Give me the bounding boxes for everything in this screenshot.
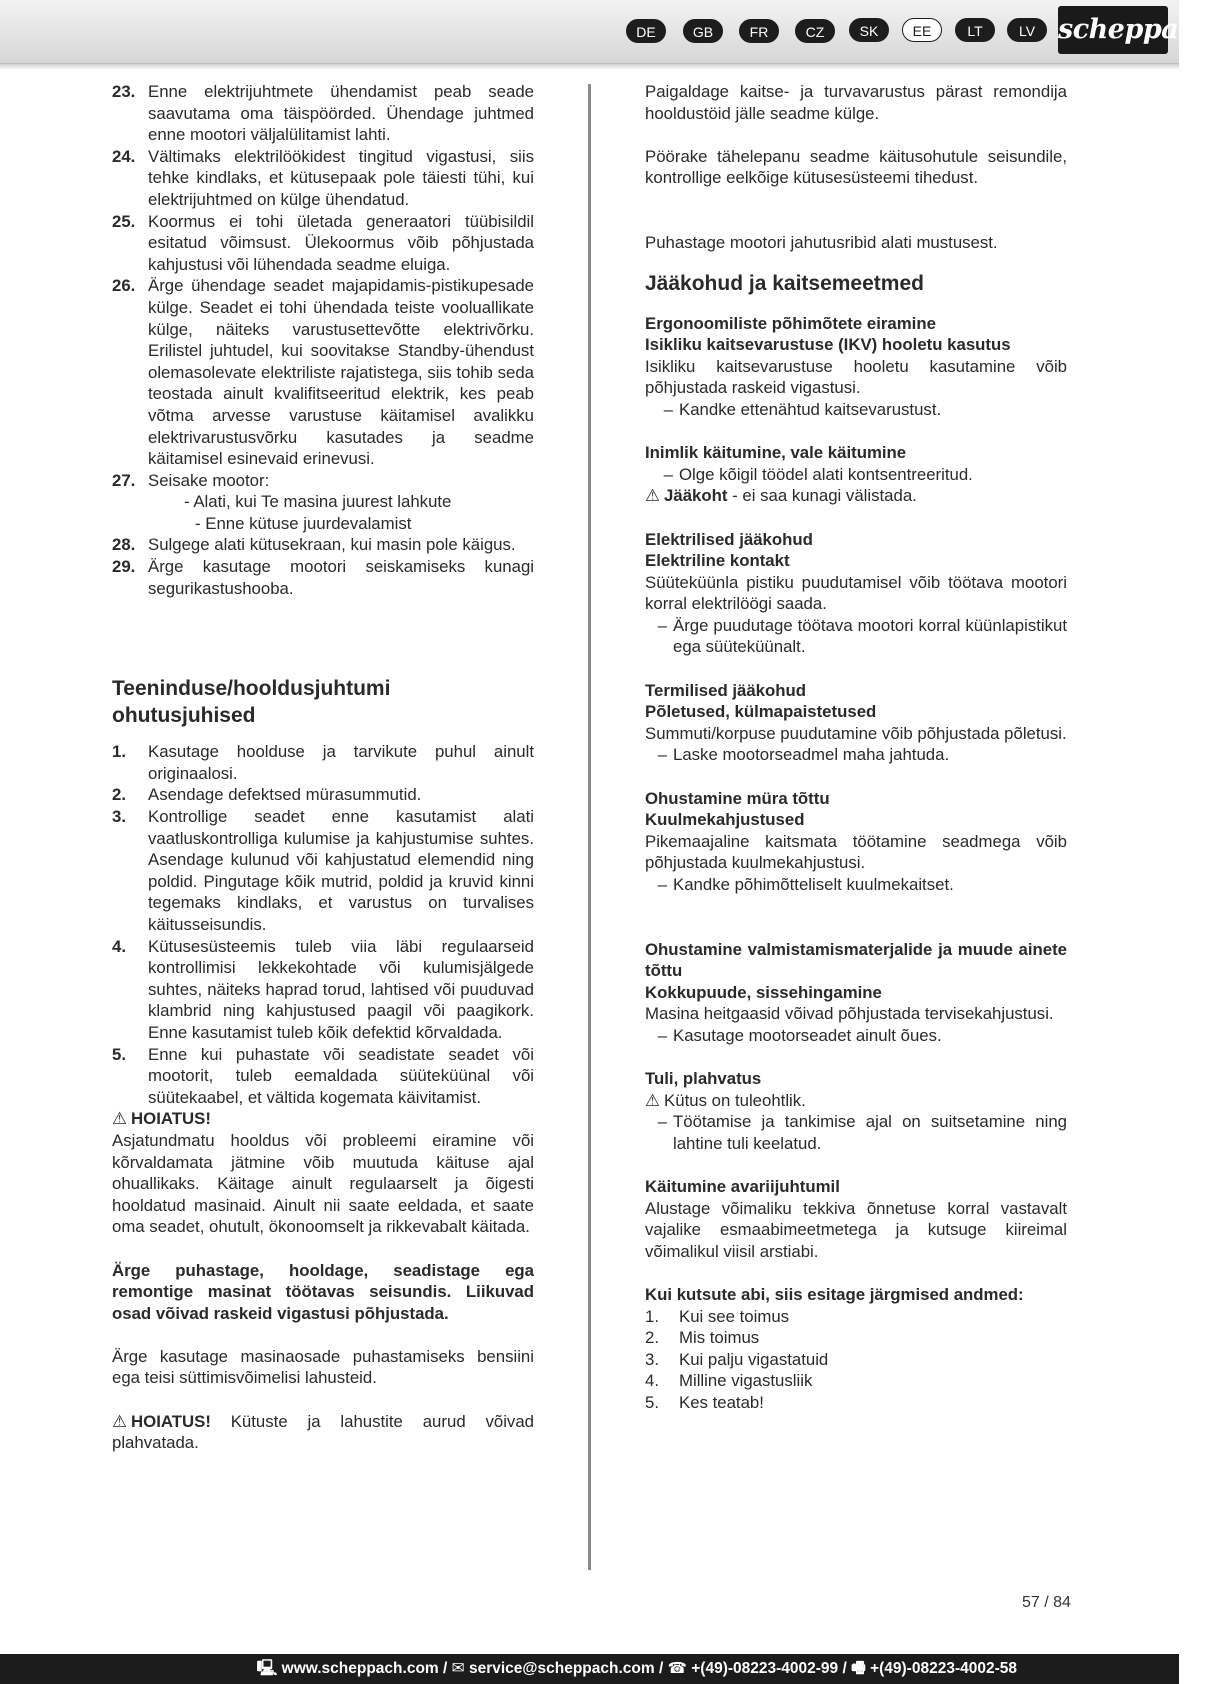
dash-item: – Laske mootorseadmel maha jahtuda. <box>657 745 950 765</box>
list-item: 26. Ärge ühendage seadet majapidamis-pistikupesade külge. Seadet ei tohi ühendada teiste vooluallikate külge, näiteks varustusettevõtte elektrivõrku. Erilistel juhtudel, kui soovitakse Standby-ühendust olemasolevate elektriliste rajatistega, siis tohib seda teostada ainult kvalifitseeritud elektrik, kes peab võtma arvesse varustuse käitamisel avalikku elektrivarustusvõrku kasutades ja seadme käitamisel esinevaid erinevusi. <box>112 276 534 469</box>
dash-item: – Kandke ettenähtud kaitsevarustust. <box>663 399 942 419</box>
page-number: 57 / 84 <box>1022 1594 1071 1611</box>
list-item: 4. Milline vigastusliik <box>645 1371 813 1391</box>
warning-icon: ⚠ <box>645 486 661 506</box>
list-item: 5. Enne kui puhastate või seadistate seadet või mootorit, tuleb eemaldada süüteküünal või süütekaabel, et vältida kogemata käivitamist. <box>112 1044 534 1107</box>
warning-icon: ⚠ <box>112 1109 128 1129</box>
paragraph: Summuti/korpuse puudutamine võib põhjustada põletusi. <box>645 723 1067 743</box>
subheading: Ohustamine valmistamismaterjalide ja muude ainete tõttu <box>645 939 1067 981</box>
warning-icon: ⚠ <box>112 1411 128 1431</box>
list-item: 28. Sulgege alati kütusekraan, kui masin pole käigus. <box>112 535 516 555</box>
paragraph: Masina heitgaasid võivad põhjustada tervisekahjustusi. <box>645 1004 1054 1024</box>
column-divider <box>588 84 591 1570</box>
list-item: 24. Vältimaks elektrilöökidest tingitud vigastusi, siis tehke kindlaks, et kütusepaak pole täiesti tühi, kui elektrijuhtmed on külge ühendatud. <box>112 146 534 209</box>
scheppach-logo: scheppach <box>1058 6 1168 54</box>
fire-warning: ⚠ Kütus on tuleohtlik. <box>645 1090 806 1110</box>
explosion-warning: ⚠ HOIATUS! Kütuste ja lahustite aurud võivad plahvatada. <box>112 1411 534 1453</box>
lang-cz[interactable]: CZ <box>795 19 835 43</box>
page-footer: 🖳 www.scheppach.com / ✉ service@scheppach.com / ☎ +(49)-08223-4002-99 / 🖷 +(49)-08223-4002-58 <box>0 1654 1179 1684</box>
sub-item: - Alati, kui Te masina juurest lahkute <box>184 492 452 512</box>
subheading: Kuulmekahjustused <box>645 810 805 830</box>
lang-ee[interactable]: EE <box>902 18 942 42</box>
lang-de[interactable]: DE <box>626 19 666 43</box>
subheading: Isikliku kaitsevarustuse (IKV) hooletu kasutus <box>645 335 1011 355</box>
sub-item: - Enne kütuse juurdevalamist <box>195 513 412 533</box>
subheading: Ohustamine müra tõttu <box>645 788 830 808</box>
email-link[interactable]: service@scheppach.com <box>468 1660 655 1677</box>
website-link[interactable]: www.scheppach.com <box>281 1660 439 1677</box>
page-header <box>0 0 1213 64</box>
bold-warning-paragraph: Ärge puhastage, hooldage, seadistage ega remontige masinat töötavas seisundis. Liikuvad osad võivad raskeid vigastusi põhjustada. <box>112 1260 534 1323</box>
list-item: 4. Kütusesüsteemis tuleb viia läbi regulaarseid kontrollimisi lekkekohtade või kulumisjälgede suhtes, näiteks haprad torud, lahtised või puuduvad klambrid ning kahjustused paagil või paagikork. Enne kasutamist tuleb kõik defektid kõrvaldada. <box>112 936 534 1042</box>
list-item: 29. Ärge kasutage mootori seiskamiseks kunagi segurikastushooba. <box>112 557 534 598</box>
list-item: 3. Kontrollige seadet enne kasutamist alati vaatluskontrolliga kulumise ja kahjustumise suhtes. Asendage kulunud või kahjustatud elemendid ning poldid. Pingutage kõik mutrid, poldid ja kruvid kinni tegemaks kindlaks, et varustus on turvalises käitusseisundis. <box>112 807 534 934</box>
subheading: Elektriline kontakt <box>645 551 790 571</box>
list-item: 23. Enne elektrijuhtmete ühendamist peab seade saavutama oma täispöörded. Ühendage juhtmed enne mootori väljalülitamist lahti. <box>112 82 534 145</box>
list-item: 3. Kui palju vigastatuid <box>645 1349 829 1369</box>
section-title-residual-risks: Jääkohud ja kaitsemeetmed <box>645 271 924 295</box>
mail-icon: ✉ <box>451 1660 465 1677</box>
dash-item: – Töötamise ja tankimise ajal on suitsetamine ning lahtine tuli keelatud. <box>657 1112 1067 1153</box>
paragraph: Pikemaajaline kaitsmata töötamine seadmega võib põhjustada kuulmekahjustusi. <box>645 831 1067 873</box>
list-item: 2. Mis toimus <box>645 1328 760 1348</box>
subheading: Termilised jääkohud <box>645 680 807 700</box>
lang-lv[interactable]: LV <box>1007 18 1047 42</box>
residual-risk-note: ⚠ Jääkoht - ei saa kunagi välistada. <box>645 486 917 506</box>
fax-icon: 🖷 <box>851 1660 866 1677</box>
subheading: Kui kutsute abi, siis esitage järgmised andmed: <box>645 1285 1024 1305</box>
subheading: Käitumine avariijuhtumil <box>645 1177 840 1197</box>
paragraph: Paigaldage kaitse- ja turvavarustus pärast remondija hooldustöid jälle seadme külge. <box>645 82 1067 123</box>
list-item: 1. Kasutage hoolduse ja tarvikute puhul ainult originaalosi. <box>112 742 534 783</box>
lang-lt[interactable]: LT <box>955 18 995 42</box>
dash-item: – Ärge puudutage töötava mootori korral küünlapistikut ega süüteküünalt. <box>657 615 1067 657</box>
left-column <box>112 81 534 1454</box>
paragraph: Alustage võimaliku tekkiva õnnetuse korral vastavalt vajalike esmaabimeetmetega ja kutsuge kiireimal võimalikul viisil arstiabi. <box>645 1198 1067 1261</box>
warning-text: Asjatundmatu hooldus või probleemi eiramine või kõrvaldamata jätmine võib muutuda käituse ajal ohuallikaks. Käitage ainult regulaarselt ja õigesti hooldatud masinaid. Ainult nii saate eeldada, et saate oma seadet, ohutult, ökonoomselt ja rikkevabalt käitada. <box>112 1130 534 1237</box>
header-shadow <box>0 64 1179 70</box>
dash-item: – Olge kõigil töödel alati kontsentreeritud. <box>663 464 973 484</box>
dash-item: – Kasutage mootorseadet ainult õues. <box>657 1025 942 1045</box>
list-item: 1. Kui see toimus <box>645 1306 790 1326</box>
lang-sk[interactable]: SK <box>849 18 889 42</box>
phone-icon: ☎ <box>667 1660 687 1677</box>
list-item: 5. Kes teatab! <box>645 1393 764 1413</box>
list-item: 2. Asendage defektsed mürasummutid. <box>112 785 422 805</box>
paragraph: Isikliku kaitsevarustuse hooletu kasutamine võib põhjustada raskeid vigastusi. <box>645 356 1067 398</box>
monitor-icon: 🖳 <box>256 1660 278 1677</box>
subheading: Põletused, külmapaistetused <box>645 702 877 722</box>
solvents-paragraph: Ärge kasutage masinaosade puhastamiseks bensiini ega teisi süttimisvõimelisi lahusteid. <box>112 1346 534 1388</box>
paragraph: Puhastage mootori jahutusribid alati mustusest. <box>645 232 998 252</box>
subheading: Ergonoomiliste põhimõtete eiramine <box>645 313 936 333</box>
subheading: Elektrilised jääkohud <box>645 529 813 549</box>
lang-gb[interactable]: GB <box>683 19 723 43</box>
subheading: Tuli, plahvatus <box>645 1069 762 1089</box>
paragraph: Pöörake tähelepanu seadme käitusohutule seisundile, kontrollige eelkõige kütusesüsteemi tihedust. <box>645 146 1067 188</box>
list-item: 25. Koormus ei tohi ületada generaatori tüübisildil esitatud võimsust. Ülekoormus võib põhjustada kahjustusi või lühendada seadme eluiga. <box>112 211 534 274</box>
dash-item: – Kandke põhimõtteliselt kuulmekaitset. <box>657 875 954 894</box>
subheading: Inimlik käitumine, vale käitumine <box>645 443 907 463</box>
warning-heading: ⚠ HOIATUS! <box>112 1109 211 1129</box>
right-column <box>645 81 1067 1414</box>
list-item: 27. Seisake mootor: <box>112 470 270 490</box>
section-title-service: Teeninduse/hooldusjuhtumi ohutusjuhised <box>112 677 391 728</box>
lang-fr[interactable]: FR <box>739 19 779 43</box>
phone-number: +(49)-08223-4002-99 <box>691 1660 839 1677</box>
warning-icon: ⚠ <box>645 1090 661 1110</box>
subheading: Kokkupuude, sissehingamine <box>645 982 882 1002</box>
paragraph: Süüteküünla pistiku puudutamisel võib töötava mootori korral elektrilöögi saada. <box>645 572 1067 614</box>
fax-number: +(49)-08223-4002-58 <box>870 1660 1017 1677</box>
